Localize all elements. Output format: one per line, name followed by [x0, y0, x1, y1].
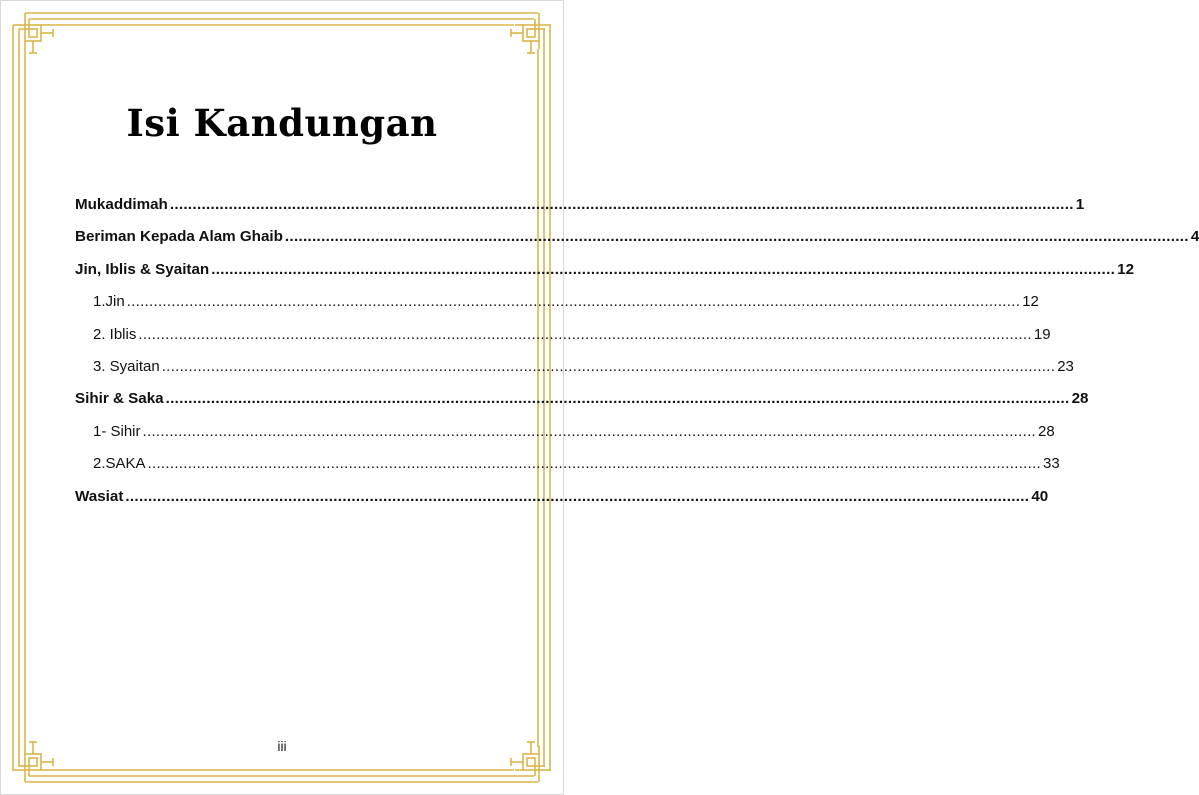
toc-entry-page: 23 — [1057, 357, 1074, 375]
toc-entry-label: Wasiat — [75, 487, 124, 505]
toc-entry-label: Mukaddimah — [75, 196, 168, 213]
toc-entry[interactable] — [75, 286, 1039, 318]
toc-entry-label: 1- Sihir — [93, 422, 141, 440]
toc-entry-page: 40 — [1031, 487, 1049, 505]
toc-dot-leader: ........................................................................................................................................................................................................ — [161, 357, 1056, 375]
toc-entry-page: 12 — [1022, 293, 1039, 311]
toc-entry-label: Jin, Iblis & Syaitan — [75, 260, 210, 278]
toc-entry-page: 1 — [1075, 196, 1085, 213]
toc-dot-leader: ........................................................................................................................................................................................................ — [147, 455, 1042, 473]
toc-entry[interactable] — [75, 221, 1199, 253]
toc-entry[interactable] — [75, 351, 1074, 383]
page-number: iii — [277, 738, 287, 754]
toc-entry-label: 2. Iblis — [93, 325, 137, 343]
toc-dot-leader: ........................................................................................................................................................................................................ — [169, 196, 1074, 213]
toc-dot-leader: ........................................................................................................................................................................................................ — [138, 325, 1032, 343]
toc-entry-label: Beriman Kepada Alam Ghaib — [75, 228, 283, 246]
toc-entry-label: Sihir & Saka — [75, 390, 164, 408]
toc-entry-page: 28 — [1038, 422, 1055, 440]
toc-entry-label: 2.SAKA — [93, 455, 146, 473]
toc-entry-page: 28 — [1071, 390, 1089, 408]
toc-dot-leader: ........................................................................................................................................................................................................ — [211, 260, 1116, 278]
toc-entry-page: 12 — [1117, 260, 1135, 278]
toc-entry[interactable] — [75, 383, 1089, 415]
toc-entry-page: 4 — [1190, 228, 1199, 246]
toc-dot-leader: ........................................................................................................................................................................................................ — [125, 487, 1030, 505]
toc-entry-label: 1.Jin — [93, 293, 125, 311]
table-of-contents — [75, 189, 1199, 513]
toc-entry[interactable] — [75, 448, 1060, 480]
toc-entry-page: 33 — [1043, 455, 1060, 473]
toc-entry[interactable] — [75, 254, 1135, 286]
page-title: Isi Kandungan — [126, 101, 438, 145]
toc-dot-leader: ........................................................................................................................................................................................................ — [126, 293, 1021, 311]
toc-entry[interactable] — [75, 189, 1085, 221]
toc-entry-page: 19 — [1033, 325, 1051, 343]
toc-dot-leader: ........................................................................................................................................................................................................ — [165, 390, 1070, 408]
toc-entry-label: 3. Syaitan — [93, 357, 160, 375]
toc-entry[interactable] — [75, 319, 1051, 351]
toc-entry[interactable] — [75, 481, 1049, 513]
toc-dot-leader: ........................................................................................................................................................................................................ — [142, 422, 1037, 440]
toc-entry[interactable] — [75, 416, 1055, 448]
toc-dot-leader: ........................................................................................................................................................................................................ — [284, 228, 1189, 246]
